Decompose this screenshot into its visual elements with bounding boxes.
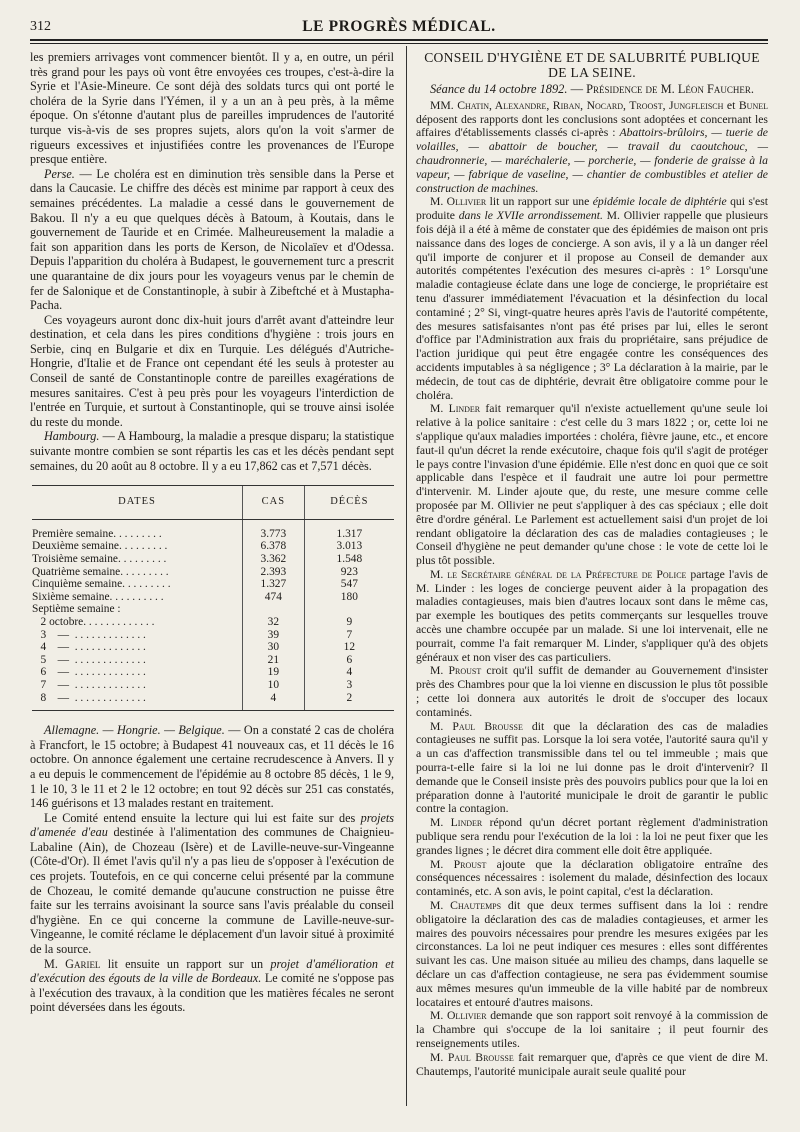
speaker-name: M. Proust: [430, 857, 487, 871]
left-column: [30, 50, 394, 1015]
column-divider: [406, 46, 407, 1106]
speaker-name: M. Gariel: [44, 956, 101, 971]
row-cases: 474: [243, 591, 305, 604]
table-row: [32, 666, 394, 679]
paragraph-text: et: [723, 98, 739, 112]
row-deaths: 12: [304, 641, 394, 654]
paragraph: [416, 1009, 768, 1050]
table-row: [32, 603, 394, 616]
paragraph-text: M. Ollivier rappelle que plusieurs fois déjà il a été à même de constater que des épidémies de maison ont pris naissance dans des loges de concierge. A son avis, il y a là un danger réel qu'il importe de conjurer et il propose au Conseil de demander aux autorités compétentes l'exécution des mesures ci-après : 1° Lorsqu'une maladie contagieuse éclate dans une loge de concierge, le propriétaire est tenu d'assurer immédiatement l'évacuation et la désinfection du local contaminé ; 2° Si, vingt-quatre heures après l'avis de l'autorité compétente, des mesures satisfaisantes n'ont pas été prises par lui, elles le seront d'office par l'Administration aux frais du propriétaire, sans préjudice de l'action juridique qui peut être engagée contre les conséquences des accidents imputables à sa négligence ; 3° La déclaration à la mairie, par le médecin, de tout cas de diphtérie, devrait être obligatoire comme pour le choléra.: [416, 209, 768, 402]
row-deaths: 1.317: [304, 519, 394, 540]
paragraph-text: destinée à l'alimentation des communes de Chaignieu-Labaline (Ain), de Chozeau (Isère) et de Laville-neuve-sur-Vingeanne (Côte-d'Or). Il émet l'avis qu'il n'y a pas lieu de s'opposer à l'exécution de ces projets. Toutefois, en ce qui concerne celui présenté par la commune de Chozeau, le comité demande qu'aucune construction ne puisse être faite sur les terrains avoisinant la source sans l'avis préalable du conseil d'hygiène. En ce qui concerne la commune de Laville-neuve-sur-Vingeanne, le comité réclame le déplacement d'un lavoir situé à proximité de la source.: [30, 825, 394, 957]
row-cases: 3.362: [243, 553, 305, 566]
paragraph: [416, 664, 768, 719]
header-rule-thick: [30, 39, 768, 41]
italic-phrase: Abattoirs-brûloirs, — tuerie de volailles, — abattoir de boucher, — travail du caoutchouc, — chaudronnerie, — maréchalerie, — porcherie, — fonderie de graisse à la vapeur, — fabrique de vaseline, — chantier de combustibles et atelier de construction de machines.: [416, 126, 768, 195]
row-date: Sixième semaine. . . . . . . . . .: [32, 590, 164, 603]
row-date: 3 — . . . . . . . . . . . . .: [32, 628, 146, 641]
table-row: [32, 641, 394, 654]
paragraph: [416, 195, 768, 402]
section-title: CONSEIL D'HYGIÈNE ET DE SALUBRITÉ PUBLIQUE DE LA SEINE.: [424, 50, 760, 80]
table-row: [32, 616, 394, 629]
paragraph-text: croit qu'il suffit de demander au Gouvernement d'insister près des Chambres pour que la loi vienne en discussion le plus tôt possible ; cette loi donnera aux autorités le droit de s'occuper des locaux contaminés.: [416, 664, 769, 719]
header-rule-thin: [30, 43, 768, 44]
table-row: [32, 578, 394, 591]
cholera-statistics-table: [32, 485, 394, 711]
table-row: [32, 540, 394, 553]
paragraph-text: lit un rapport sur une: [486, 195, 593, 209]
paragraph: [416, 816, 768, 857]
paragraph: [416, 1051, 768, 1079]
paragraph: [416, 858, 768, 899]
paragraph-perse: [30, 167, 394, 313]
row-cases: 32: [243, 616, 305, 629]
table-row: [32, 629, 394, 642]
paragraph-text: Le Comité entend ensuite la lecture qui lui est faite sur des: [44, 810, 361, 825]
paragraph-text: partage l'avis de M. Linder : les loges de concierge peuvent aider à la propagation des maladies contagieuses, mais bien d'autres locaux sont dans le même cas, par exemple les boutiques des petits commerçants sur lesquelles trouve accès une chambre occupée par un malade. Si une loi intervenait, elle ne pourrait, comme l'a fait remarquer M. Linder, s'appliquer qu'à des objets généraux et non viser des cas particuliers.: [416, 567, 768, 664]
row-date: Première semaine. . . . . . . . .: [32, 527, 162, 540]
row-deaths: 9: [304, 616, 394, 629]
speaker-name: M. Proust: [430, 664, 482, 678]
session-date: Séance du 14 octobre 1892.: [429, 82, 568, 96]
row-date: Quatrième semaine. . . . . . . . .: [32, 565, 169, 578]
italic-phrase: projets d'amenée d'eau: [30, 810, 394, 840]
paragraph-text: fait remarquer que, d'après ce que vient de dire M. Chautemps, l'autorité municipale aurait seule qualité pour: [416, 1050, 768, 1078]
table-row: [32, 553, 394, 566]
row-deaths: 4: [304, 666, 394, 679]
table-row: [32, 692, 394, 711]
paragraph: [416, 899, 768, 1009]
speaker-name: M. Linder: [430, 816, 483, 830]
paragraph-gariel: [30, 957, 394, 1015]
column-header-dates: DATES: [32, 486, 243, 520]
paragraph: [416, 402, 768, 568]
journal-title: LE PROGRÈS MÉDICAL.: [302, 18, 496, 35]
row-deaths: 3: [304, 679, 394, 692]
speaker-name: Bunel: [738, 98, 769, 112]
row-deaths: 180: [304, 591, 394, 604]
paragraph-text: fait remarquer qu'il n'existe actuellement qu'une seule loi relative à la police sanitaire : c'est celle du 3 mars 1822 ; or, cette loi ne s'applique qu'aux maladies importées : choléra, fièvre jaune, etc., et encore faut-il qu'un décret la rende exécutoire, chaque fois qu'il s'agit de protéger le pays contre l'invasion d'une épidémie. Elle n'est donc en quoi que ce soit applicable dans l'espèce et il faudrait une autre loi pour permettre d'intervenir. M. Linder ajoute que, du reste, une mesure comme celle proposée par M. Ollivier ne peut s'appliquer à des cas spéciaux ; elle doit être d'ordre général. Le Parlement est actuellement saisi d'un projet de loi rendant obligatoire la déclaration des cas de maladies contagieuses ; le Conseil d'hygiène ne peut demander qu'une chose : le vote de cette loi le plus tôt possible.: [416, 402, 768, 568]
speaker-name: M. Ollivier: [430, 195, 487, 209]
row-deaths: [304, 603, 394, 616]
table-body: [32, 519, 394, 710]
row-cases: 39: [243, 629, 305, 642]
row-cases: 10: [243, 679, 305, 692]
paragraph-amenee-eau: [30, 811, 394, 957]
row-cases: 3.773: [243, 519, 305, 540]
row-cases: 19: [243, 666, 305, 679]
paragraph-text: dit que la déclaration des cas de maladies contagieuses ne suffit pas. Lorsque la loi sera votée, l'autorité saura qu'il y a un cas d'affection transmissible dans tel ou tel immeuble ; mais que pourra-t-elle faire si la loi ne lui donne pas le droit d'intervenir? Il demande que le Conseil insiste près des pouvoirs publics pour que la loi en préparation donne à l'autorité municipale le droit de garantir le public contre la contagion.: [416, 719, 768, 816]
row-date: 7 — . . . . . . . . . . . . .: [32, 678, 146, 691]
row-date: 8 — . . . . . . . . . . . . .: [32, 692, 243, 711]
paragraph-hambourg: [30, 429, 394, 473]
row-deaths: 3.013: [304, 540, 394, 553]
paragraph: [416, 568, 768, 665]
column-header-cas: CAS: [243, 486, 305, 520]
row-date: 6 — . . . . . . . . . . . . .: [32, 666, 146, 679]
row-date: 5 — . . . . . . . . . . . . .: [32, 653, 146, 666]
speaker-name: MM. Chatin, Alexandre, Riban, Nocard, Troost, Jungfleisch: [430, 98, 724, 112]
row-cases: 2.393: [243, 566, 305, 579]
session-president: — Présidence de M. Léon Faucher.: [567, 82, 755, 96]
section-label: Hambourg.: [44, 429, 100, 444]
row-cases: [243, 603, 305, 616]
row-cases: 21: [243, 654, 305, 667]
row-cases: 4: [243, 692, 305, 711]
paragraph: les premiers arrivages vont commencer bientôt. Il y a, en outre, un péril très grand pour les pays où vont être envoyées ces troupes, c'est-à-dire la Syrie et l'Asie-Mineure. Ce sont déjà des soldats turcs qui ont porté le choléra de la Syrie dans l'Yémen, il y a un an à peu près, à la même époque. On s'étonne d'autant plus de pareilles imprudences de l'autorité turque vis-à-vis de ses propres sujets, alors qu'on la voit s'armer de rigueurs excessives et injustifiées contre les provenances de l'Europe presque entière.: [30, 50, 394, 167]
table-row: [32, 519, 394, 540]
paragraph-text: — A Hambourg, la maladie a presque disparu; la statistique suivante montre combien se sont répartis les cas et les décès pendant sept semaines, du 20 août au 8 octobre. Il y a eu 17,862 cas et 7,571 décès.: [30, 429, 394, 473]
speaker-name: M. Chautemps: [430, 899, 502, 913]
italic-phrase: épidémie locale de diphtérie: [592, 195, 727, 209]
page-number: 312: [30, 19, 51, 34]
session-subtitle: [416, 83, 768, 97]
paragraph-text: — Le choléra est en diminution très sensible dans la Perse et dans la Caucasie. Le chiffre des décès est minime par rapport à ceux des semaines précédentes. La maladie a cessé dans le gouvernement de Bakou. Il n'y a eu que quelques décès à Batoum, à Koutais, dans le gouvernement de Tauride et en Crimée. Malheureusement la maladie a fait son apparition dans les ports de Kerson, de Nicolaïev et d'Odessa. Depuis l'apparition du choléra à Budapest, le gouvernement turc a prescrit une quarantaine de dix jours pour les voyageurs venus par le chemin de fer de Salonique et de Constantinople, à subir à Zibeftché et à Mustapha-Pacha.: [30, 166, 394, 313]
row-date: Deuxième semaine. . . . . . . . .: [32, 540, 168, 553]
paragraph-text: dit que deux termes suffisent dans la loi : rendre obligatoire la déclaration des cas de maladies contagieuses, et armer les maires des pouvoirs nécessaires pour prendre les mesures exigées par les circonstances. La loi ne peut indiquer ces mesures : elles sont différentes suivant les cas. Une maison située au milieu des champs, dans laquelle se déclare un cas d'affection contagieuse, ne sera pas évidemment soumise aux mêmes mesures qu'un immeuble de la ville habité par de nombreux locataires et entouré d'autres maisons.: [416, 899, 768, 1009]
table-row: [32, 566, 394, 579]
paragraph-text: lit ensuite un rapport sur un: [100, 956, 271, 971]
speaker-name: M. Paul Brousse: [430, 719, 523, 733]
table-row: [32, 654, 394, 667]
table-row: [32, 591, 394, 604]
row-cases: 30: [243, 641, 305, 654]
paragraph-text: — On a constaté 2 cas de choléra à Francfort, le 15 octobre; à Budapest 41 nouveaux cas, et 11 décès le 16 octobre. On annonce également une certaine recrudescence à Anvers. Il y a eu depuis le commencement de l'épidémie au 8 octobre 85 décès, 1 le 9, 1 le 10, 3 le 11 et 2 le 12 octobre; en tout 92 décès sur 251 cas constatés, 146 guérisons et 13 malades restant en traitement.: [30, 723, 394, 811]
italic-phrase: dans le XVIIe arrondissement.: [458, 209, 603, 223]
paragraph-text: demande que son rapport soit renvoyé à la commission de la Chambre qui s'occupe de la loi sanitaire ; il peut fournir des renseignements utiles.: [416, 1009, 768, 1050]
paragraph-text: qui s'est produite: [416, 195, 768, 223]
right-column: [416, 50, 768, 1078]
row-deaths: 2: [304, 692, 394, 711]
paragraph: [416, 720, 768, 817]
paragraph-text: répond qu'un décret portant règlement d'administration publique sera rendu pour l'exécution de la loi : la loi ne peut fixer que les grandes lignes ; le décret dira comment elle doit être appliquée.: [416, 816, 768, 857]
row-deaths: 7: [304, 629, 394, 642]
paragraph-text: déposent des rapports dont les conclusions sont adoptées et concernant les affaires d'établissements classés ci-après :: [416, 112, 768, 140]
paragraph: [416, 99, 768, 196]
paragraph-text: ajoute que la déclaration obligatoire entraîne des conséquences nécessaires : isolement du malade, désinfection des locaux contaminés, etc. A son avis, le point capital, c'est la déclaration.: [416, 857, 768, 899]
column-header-deces: DÉCÈS: [304, 486, 394, 520]
italic-phrase: projet d'amélioration et d'exécution des égouts de la ville de Bordeaux.: [30, 956, 394, 986]
row-deaths: 923: [304, 566, 394, 579]
paragraph: Ces voyageurs auront donc dix-huit jours d'arrêt avant d'atteindre leur destination, et cela dans les pires conditions d'hygiène : trois jours en Serbie, cinq en Bulgarie et dix en Turquie. Les délégués d'Autriche-Hongrie, d'Italie et de France ont cependant été les seuls à protester au Conseil de santé de Constantinople contre de pareilles exagérations de mesures sanitaires. C'est à peu près pour les voyageurs l'interdiction de l'entrée en Turquie, et surtout à Constantinople, qui se trouve ainsi isolée du reste du monde.: [30, 312, 394, 429]
speaker-name: M. Paul Brousse: [430, 1050, 514, 1064]
table-row: [32, 679, 394, 692]
row-date: Troisième semaine. . . . . . . . .: [32, 553, 167, 565]
paragraph-text: Le comité ne s'oppose pas à l'exécution des travaux, à la condition que les matières fécales ne seront point déversées dans les égouts.: [30, 971, 395, 1015]
section-label: Perse.: [44, 166, 75, 181]
row-date: 2 octobre. . . . . . . . . . . . .: [32, 615, 155, 628]
page-header: [30, 17, 768, 39]
row-cases: 1.327: [243, 578, 305, 591]
row-cases: 6.378: [243, 540, 305, 553]
row-date: Septième semaine :: [32, 603, 121, 616]
row-deaths: 6: [304, 654, 394, 667]
section-label: Allemagne. — Hongrie. — Belgique.: [44, 723, 225, 738]
speaker-name: M. Linder: [430, 402, 481, 416]
row-date: Cinquième semaine. . . . . . . . .: [32, 578, 171, 591]
paragraph-allemagne: [30, 723, 394, 811]
row-deaths: 1.548: [304, 553, 394, 566]
row-date: 4 — . . . . . . . . . . . . .: [32, 641, 146, 654]
row-deaths: 547: [304, 578, 394, 591]
speaker-name: M. le Secrétaire général de la Préfecture de Police: [430, 567, 687, 581]
speaker-name: M. Ollivier: [430, 1009, 487, 1023]
